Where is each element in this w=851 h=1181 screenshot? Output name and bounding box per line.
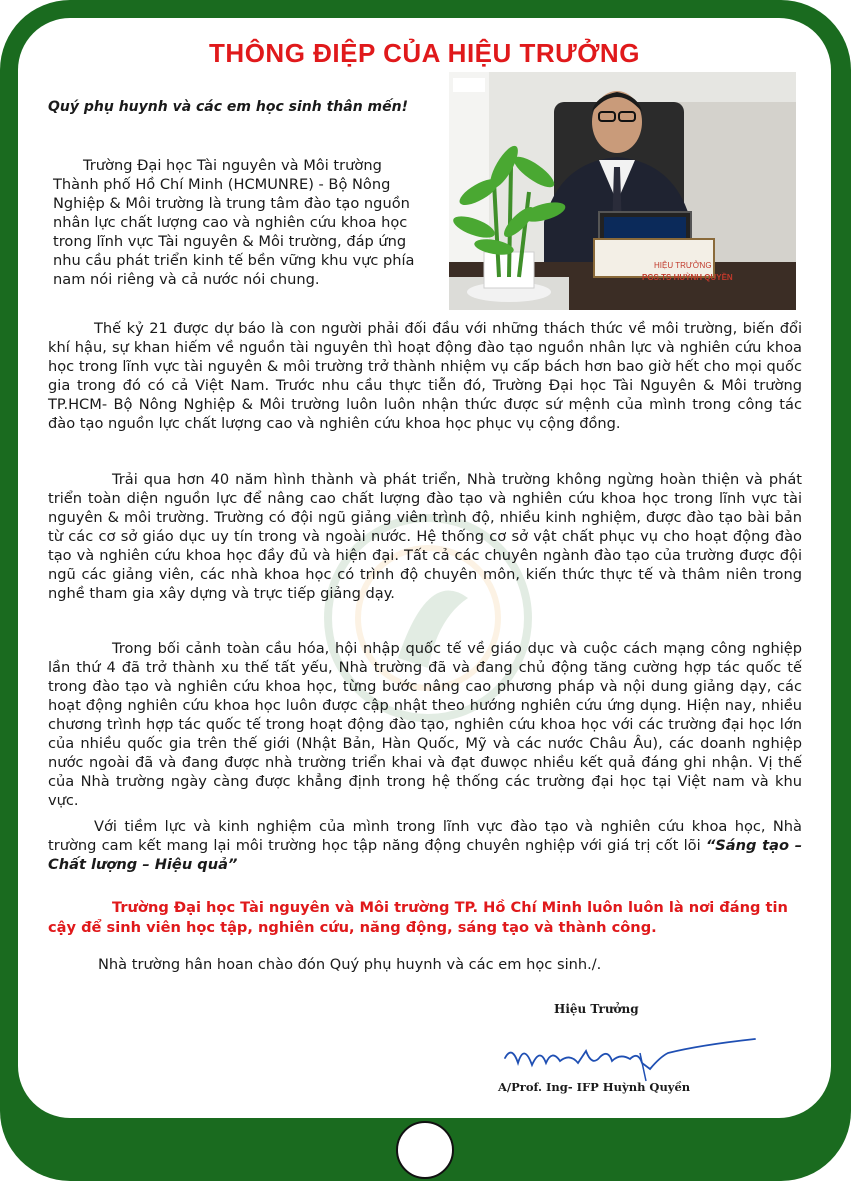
principal-photo xyxy=(449,72,796,310)
paragraph-intro-text: Trường Đại học Tài nguyên và Môi trường Thành phố Hồ Chí Minh (HCMUNRE) - Bộ Nông Nghiệp & Môi trường là trung tâm đào tạo nguồn nhân lực chất lượng cao và nghiên cứu khoa học trong lĩnh vực Tài nguyên & Môi trường, đáp ứng nhu cầu phát triển kinh tế bền vững khu vực phía nam nói riêng và cả nước nói chung. xyxy=(53,157,415,288)
paragraph-challenges-text: Thế kỷ 21 được dự báo là con người phải đối đầu với những thách thức về môi trường, biến đổi khí hậu, sự khan hiếm về nguồn tài nguyên thì hoạt động đào tạo nguồn nhân lực và nghiên cứu khoa học trong lĩnh vực tài nguyên & môi trường trở thành nhiệm vụ cấp bách hơn bao giờ hết cho mọi quốc gia trong đó có cả Việt Nam. Trước nhu cầu thực tiễn đó, Trường Đại học Tài Nguyên & Môi trường TP.HCM- Bộ Nông Nghiệp & Môi trường luôn luôn nhận thức được sứ mệnh của mình trong công tác đào tạo nguồn lực chất lượng cao và nghiên cứu khoa học phục vụ cộng đồng. xyxy=(48,320,802,432)
paragraph-commitment xyxy=(48,817,802,874)
core-values-motto: “Sáng tạo – Chất lượng – Hiệu quả” xyxy=(48,837,802,873)
signature-role: Hiệu Trưởng xyxy=(554,1002,639,1016)
nameplate-name: PGS.TS HUỲNH QUYỀN xyxy=(642,273,733,282)
letter-panel xyxy=(18,18,831,1118)
paragraph-history xyxy=(48,470,802,603)
nameplate-role: HIỆU TRƯỞNG xyxy=(654,261,712,270)
highlight-statement-text: Trường Đại học Tài nguyên và Môi trường TP. Hồ Chí Minh luôn luôn là nơi đáng tin cậy để sinh viên học tập, nghiên cứu, năng động, sáng tạo và thành công. xyxy=(48,899,788,936)
paragraph-challenges xyxy=(48,319,802,433)
greeting: Quý phụ huynh và các em học sinh thân mến! xyxy=(48,99,408,115)
handwritten-signature xyxy=(500,1023,760,1083)
paragraph-intro xyxy=(53,156,423,289)
home-button[interactable] xyxy=(396,1121,454,1179)
page-title: THÔNG ĐIỆP CỦA HIỆU TRƯỞNG xyxy=(209,38,640,68)
principal-photo-illustration xyxy=(449,72,796,310)
paragraph-commitment-text: Với tiềm lực và kinh nghiệm của mình trong lĩnh vực đào tạo và nghiên cứu khoa học, Nhà trường cam kết mang lại môi trường học tập năng động chuyên nghiệp với giá trị cốt lõi xyxy=(48,818,802,854)
highlight-statement xyxy=(48,898,802,938)
closing-line: Nhà trường hân hoan chào đón Quý phụ huynh và các em học sinh./. xyxy=(98,956,602,973)
paragraph-international xyxy=(48,639,802,810)
paragraph-international-text: Trong bối cảnh toàn cầu hóa, hội nhập quốc tế về giáo dục và cuộc cách mạng công nghiệp lần thứ 4 đã trở thành xu thế tất yếu, Nhà trường đã và đang chủ động tăng cường hợp tác quốc tế trong đào tạo và nghiên cứu khoa học, từng bước nâng cao phương pháp và nội dung giảng dạy, các hoạt động nghiên cứu khoa học luôn được cập nhật theo hướng nghiên cứu ứng dụng. Hiện nay, nhiều chương trình hợp tác quốc tế trong hoạt động đào tạo, nghiên cứu khoa học với các trường đại học lớn của nhiều quốc gia trên thế giới (Nhật Bản, Hàn Quốc, Mỹ và các nước Châu Âu), các doanh nghiệp nước ngoài đã và đang được nhà trường triển khai và đạt đuwọc nhiều kết quả đáng ghi nhận. Vị thế của Nhà trường ngày càng được khẳng định trong hệ thống các trường đại học tại Việt nam và khu vực. xyxy=(48,640,802,809)
paragraph-history-text: Trải qua hơn 40 năm hình thành và phát triển, Nhà trường không ngừng hoàn thiện và phát triển toàn diện nguồn lực để nâng cao chất lượng đào tạo và nghiên cứu khoa học trong lĩnh vực tài nguyên & môi trường. Trường có đội ngũ giảng viên trình độ, nhiều kinh nghiệm, được đào tạo bài bản từ các cơ sở giáo dục uy tín trong và ngoài nước. Hệ thống cơ sở vật chất phục vụ cho hoạt động đào tạo và nghiên cứu khoa học đầy đủ và hiện đại. Tất cả các chuyên ngành đào tạo của trường được đội ngũ các giảng viên, các nhà khoa học có trình độ chuyên môn, kiến thức thực tế và thâm niên trong nghề tham gia xây dựng và trực tiếp giảng dạy. xyxy=(48,471,802,602)
signature-name: A/Prof. Ing- IFP Huỳnh Quyền xyxy=(498,1080,691,1094)
